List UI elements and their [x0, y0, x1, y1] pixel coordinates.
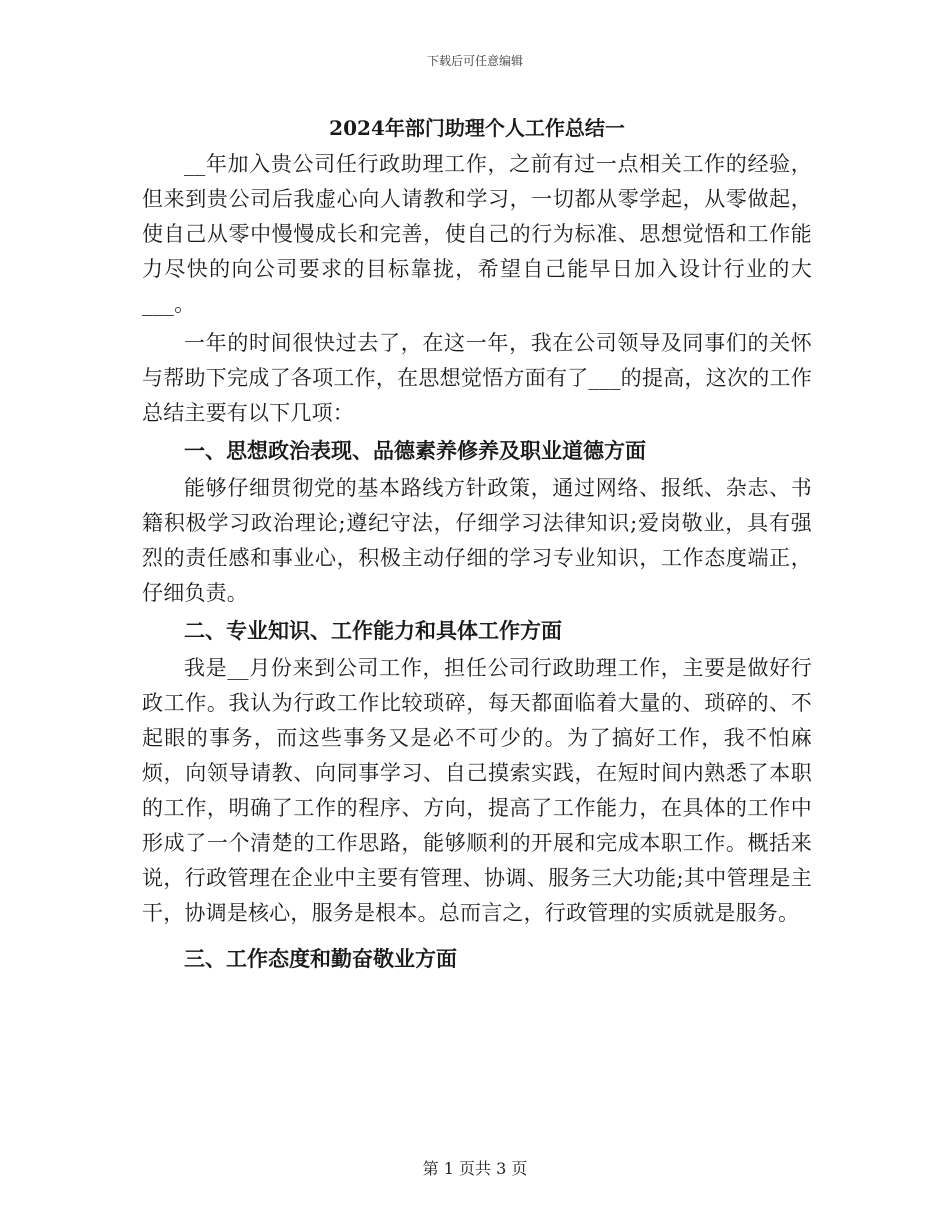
document-title: 2024年部门助理个人工作总结一 — [329, 116, 625, 140]
section-1-body: 能够仔细贯彻党的基本路线方针政策，通过网络、报纸、杂志、书籍积极学习政治理论;遵纪守法，仔细学习法律知识;爱岗敬业，具有强烈的责任感和事业心，积极主动仔细的学习专业知识，工作态度端正，仔细负责。 — [142, 476, 812, 605]
document-body — [142, 112, 812, 977]
intro-paragraph-1: __年加入贵公司任行政助理工作，之前有过一点相关工作的经验，但来到贵公司后我虚心向人请教和学习，一切都从零学起，从零做起，使自己从零中慢慢成长和完善，使自己的行为标准、思想觉悟和工作能力尽快的向公司要求的目标靠拢，希望自己能早日加入设计行业的大___。 — [142, 152, 812, 316]
section-2-heading: 二、专业知识、工作能力和具体工作方面 — [184, 618, 562, 643]
header-note: 下载后可任意编辑 — [426, 54, 523, 68]
section-1-heading: 一、思想政治表现、品德素养修养及职业道德方面 — [184, 438, 646, 463]
intro-paragraph-2: 一年的时间很快过去了，在这一年，我在公司领导及同事们的关怀与帮助下完成了各项工作，在思想觉悟方面有了___的提高，这次的工作总结主要有以下几项： — [142, 331, 812, 425]
section-3-heading: 三、工作态度和勤奋敬业方面 — [184, 946, 457, 971]
section-2-body: 我是__月份来到公司工作，担任公司行政助理工作，主要是做好行政工作。我认为行政工作比较琐碎，每天都面临着大量的、琐碎的、不起眼的事务，而这些事务又是必不可少的。为了搞好工作，我不怕麻烦，向领导请教、向同事学习、自己摸索实践，在短时间内熟悉了本职的工作，明确了工作的程序、方向，提高了工作能力，在具体的工作中形成了一个清楚的工作思路，能够顺利的开展和完成本职工作。概括来说，行政管理在企业中主要有管理、协调、服务三大功能;其中管理是主干，协调是核心，服务是根本。总而言之，行政管理的实质就是服务。 — [142, 656, 812, 925]
page-number: 第 1 页共 3 页 — [422, 1159, 528, 1178]
